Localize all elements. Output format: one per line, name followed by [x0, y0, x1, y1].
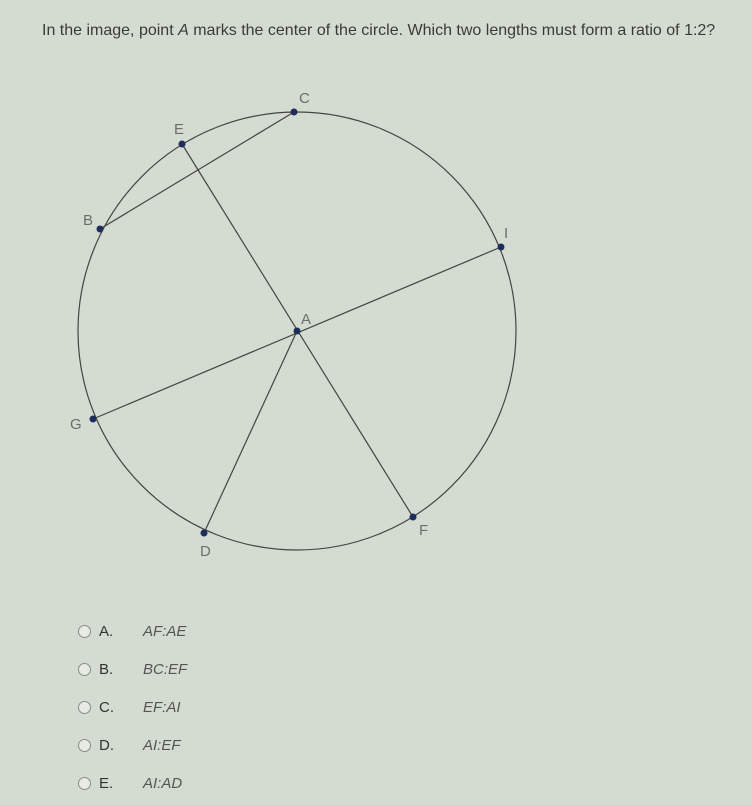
question-suffix: marks the center of the circle. Which two lengths must form a ratio of 1:2? — [188, 22, 716, 39]
radio-button[interactable] — [78, 701, 91, 714]
label-e: E — [174, 121, 185, 138]
segment-ad — [204, 331, 297, 533]
option-ratio: AF:AE — [143, 622, 187, 640]
point-c — [291, 109, 298, 116]
option-a[interactable] — [78, 612, 187, 650]
point-i — [498, 244, 505, 251]
point-e — [179, 141, 186, 148]
label-b: B — [83, 212, 94, 229]
point-d — [201, 530, 208, 537]
option-d[interactable] — [78, 726, 187, 764]
option-ratio: AI:EF — [143, 736, 181, 754]
label-g: G — [70, 416, 82, 433]
option-ratio: EF:AI — [143, 698, 181, 716]
radio-button[interactable] — [78, 739, 91, 752]
point-b — [97, 226, 104, 233]
option-c[interactable] — [78, 688, 187, 726]
option-ratio: AI:AD — [143, 774, 183, 792]
option-letter: B. — [99, 660, 114, 678]
point-a — [294, 328, 301, 335]
label-c: C — [299, 90, 310, 107]
point-g — [90, 416, 97, 423]
option-e[interactable] — [78, 764, 187, 802]
question-point: A — [178, 22, 189, 39]
point-f — [410, 514, 417, 521]
answer-options — [78, 612, 187, 802]
option-letter: A. — [99, 622, 114, 640]
option-ratio: BC:EF — [143, 660, 188, 678]
question-prefix: In the image, point — [42, 22, 179, 39]
option-letter: D. — [99, 736, 114, 754]
segment-bc — [100, 112, 294, 229]
radio-button[interactable] — [78, 625, 91, 638]
label-d: D — [200, 543, 211, 560]
label-f: F — [419, 522, 429, 539]
radio-button[interactable] — [78, 663, 91, 676]
option-letter: C. — [99, 698, 114, 716]
label-a: A — [301, 311, 312, 328]
option-letter: E. — [99, 774, 114, 792]
radio-button[interactable] — [78, 777, 91, 790]
option-b[interactable] — [78, 650, 187, 688]
label-i: I — [504, 225, 509, 242]
